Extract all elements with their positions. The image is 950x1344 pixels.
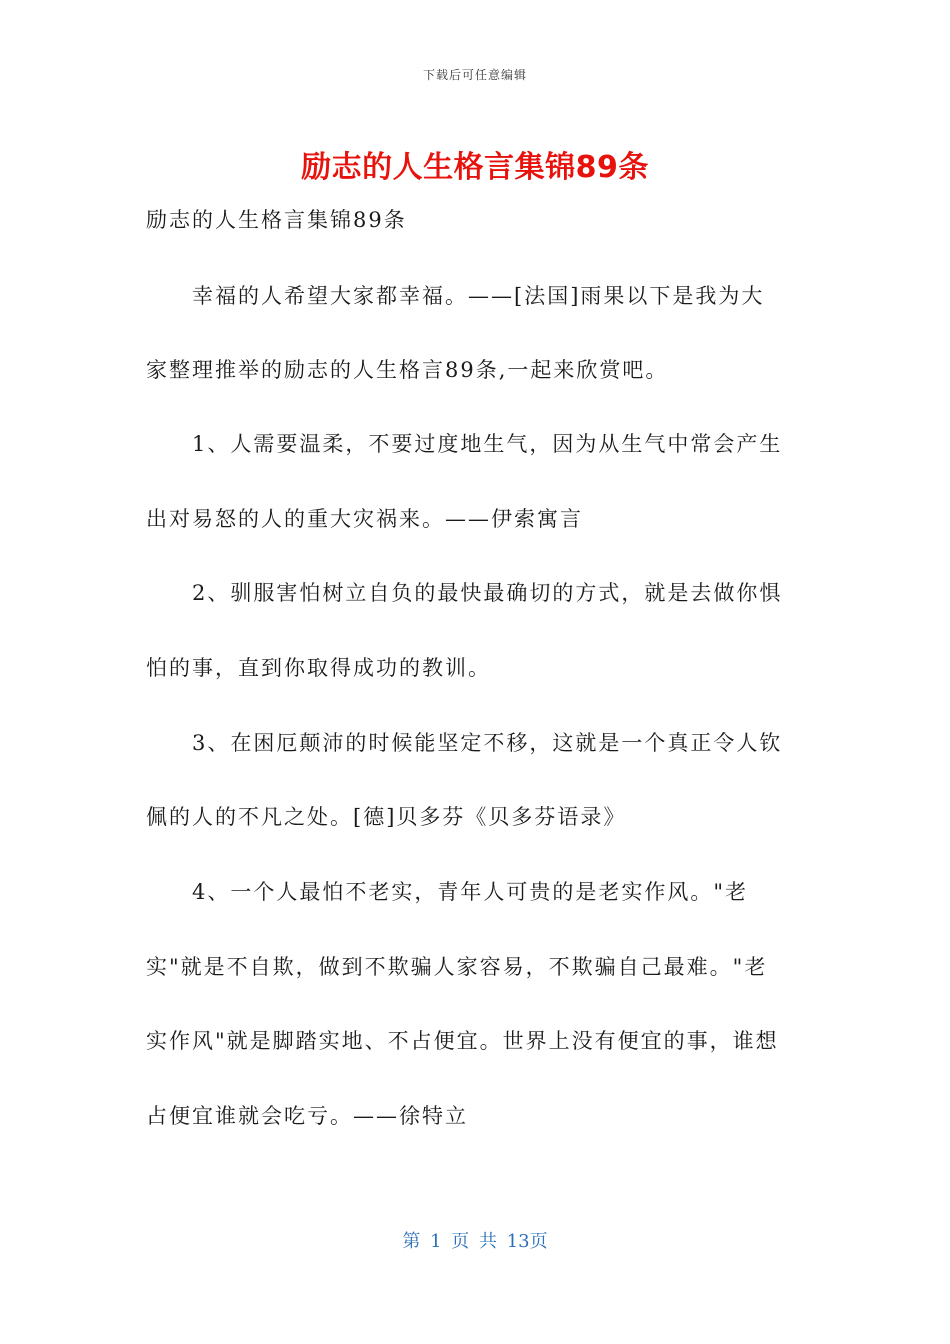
body-line: 1、人需要温柔，不要过度地生气，因为从生气中常会产生: [146, 432, 783, 456]
body-line: 出对易怒的人的重大灾祸来。——伊索寓言: [146, 507, 583, 531]
page-number-footer: 第 1 页 共 13页: [402, 1231, 548, 1252]
body-line: 佩的人的不凡之处。[德]贝多芬《贝多芬语录》: [146, 805, 627, 829]
body-line: 家整理推举的励志的人生格言89条,一起来欣赏吧。: [146, 358, 669, 382]
body-line: 怕的事，直到你取得成功的教训。: [146, 656, 491, 680]
body-line: 幸福的人希望大家都幸福。——[法国]雨果以下是我为大: [146, 284, 765, 308]
document-title: 励志的人生格言集锦89条: [301, 150, 649, 185]
body-line: 占便宜谁就会吃亏。——徐特立: [146, 1104, 468, 1128]
body-line: 3、在困厄颠沛的时候能坚定不移，这就是一个真正令人钦: [146, 731, 783, 755]
document-subtitle: 励志的人生格言集锦89条: [146, 208, 407, 232]
body-line: 2、驯服害怕树立自负的最快最确切的方式，就是去做你惧: [146, 581, 783, 605]
body-line: 实作风"就是脚踏实地、不占便宜。世界上没有便宜的事，谁想: [146, 1029, 779, 1053]
body-line: 实"就是不自欺，做到不欺骗人家容易，不欺骗自己最难。"老: [146, 955, 768, 979]
header-note: 下载后可任意编辑: [422, 68, 527, 82]
body-line: 4、一个人最怕不老实，青年人可贵的是老实作风。"老: [146, 880, 749, 904]
